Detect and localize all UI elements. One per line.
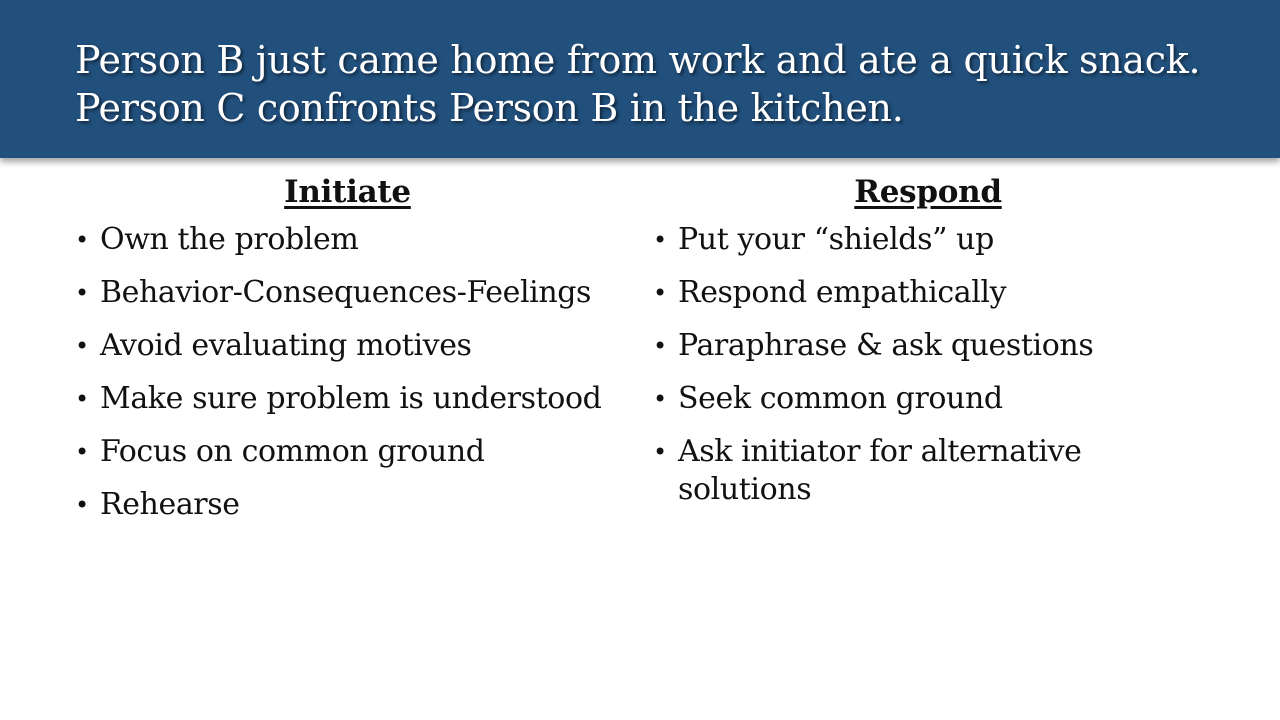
list-item-text: Respond empathically [678,275,1007,310]
list-item-text: Own the problem [100,222,359,257]
list-item [70,486,625,524]
bullet-dot-icon: • [75,491,89,519]
list-item [648,433,1208,509]
respond-heading: Respond [854,174,1002,210]
list-item-text: Put your “shields” up [678,222,994,257]
bullet-dot-icon: • [75,226,89,254]
list-item [648,380,1208,418]
list-item-text: Ask initiator for alternative solutions [678,434,1082,507]
bullet-dot-icon: • [75,385,89,413]
list-item [648,327,1208,365]
initiate-heading: Initiate [284,174,411,210]
respond-column [648,172,1208,524]
initiate-list [70,221,625,524]
list-item [70,433,625,471]
list-item [70,274,625,312]
list-item [70,327,625,365]
initiate-column [70,172,625,539]
bullet-dot-icon: • [653,279,667,307]
title-bar [0,0,1280,158]
bullet-dot-icon: • [653,332,667,360]
list-item [648,274,1208,312]
slide-title: Person B just came home from work and ate a quick snack. Person C confronts Person B in the kitchen. [75,38,1201,130]
list-item-text: Paraphrase & ask questions [678,328,1094,363]
list-item [648,221,1208,259]
list-item [70,221,625,259]
bullet-dot-icon: • [75,438,89,466]
bullet-dot-icon: • [653,438,667,466]
bullet-dot-icon: • [75,332,89,360]
list-item-text: Make sure problem is understood [100,381,602,416]
list-item-text: Rehearse [100,487,240,522]
list-item-text: Behavior-Consequences-Feelings [100,275,592,310]
bullet-dot-icon: • [653,385,667,413]
list-item-text: Focus on common ground [100,434,485,469]
list-item-text: Avoid evaluating motives [100,328,472,363]
bullet-dot-icon: • [75,279,89,307]
bullet-dot-icon: • [653,226,667,254]
respond-list [648,221,1208,509]
list-item-text: Seek common ground [678,381,1003,416]
list-item [70,380,625,418]
